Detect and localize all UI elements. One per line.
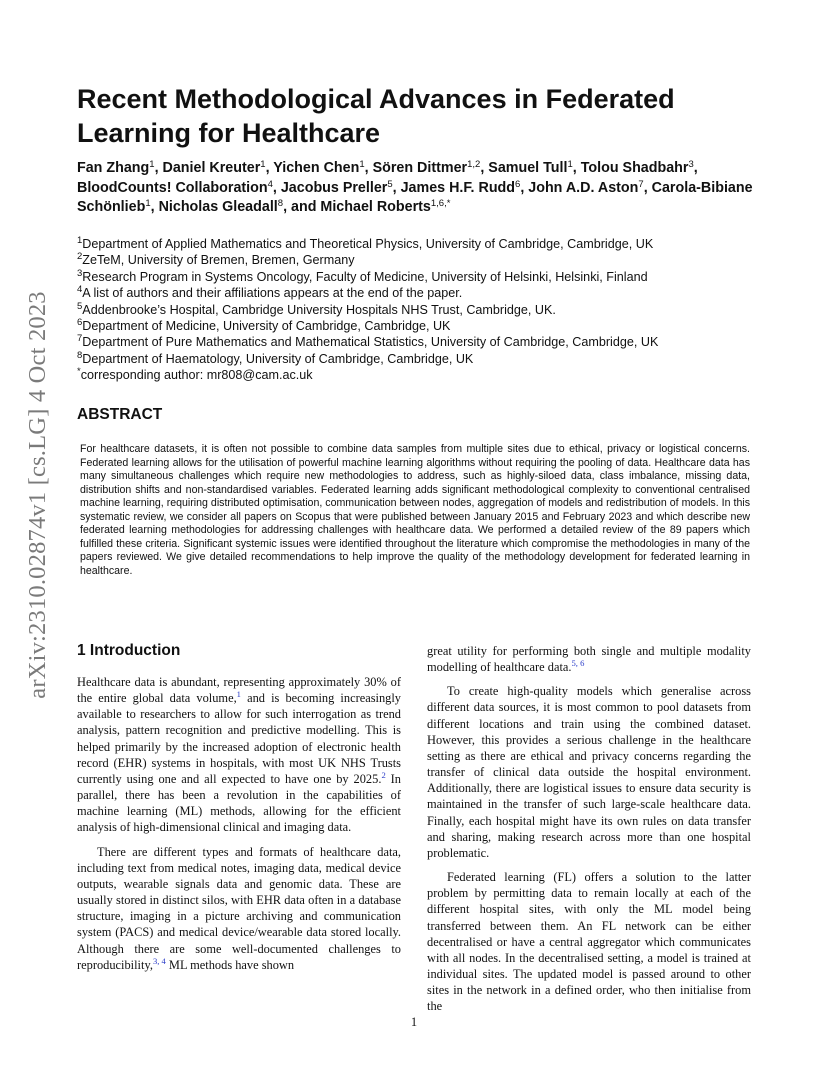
affiliation-item xyxy=(77,236,777,252)
author-name: Michael Roberts xyxy=(320,199,431,215)
author-conjunction: and xyxy=(291,199,317,215)
author-affiliation-marker: 8 xyxy=(277,198,284,209)
affiliation-item xyxy=(77,285,777,301)
author-name: BloodCounts! Collaboration xyxy=(77,179,268,196)
author-name: Tolou Shadbahr xyxy=(580,160,689,176)
affiliation-text: A list of authors and their affiliations appears at the end of the paper. xyxy=(82,286,463,301)
paragraph-text: and is becoming increasingly available to researchers to allow for such interrogation as trend analysis, pattern recognition and predictive modelling. This is helped primarily by the increased adoption of electronic health record (EHR) systems in hospitals, with most UK NHS Trusts currently using one and all expected to have one by 2025. xyxy=(77,691,401,786)
author-affiliation-marker: 1 xyxy=(145,198,151,209)
author-name: Sören Dittmer xyxy=(372,160,468,176)
affiliation-marker: 8 xyxy=(77,349,83,361)
affiliation-marker: 2 xyxy=(77,251,83,263)
author-name: Daniel Kreuter xyxy=(162,160,261,176)
body-paragraph xyxy=(427,643,751,675)
author-name: Yichen Chen xyxy=(273,160,360,176)
affiliation-marker: 4 xyxy=(77,284,83,296)
body-column-right xyxy=(427,643,751,1014)
affiliation-item xyxy=(77,367,777,383)
author-name: Carola-Bibiane Schönlieb xyxy=(77,179,753,215)
author-affiliation-marker: 1 xyxy=(567,159,573,170)
paragraph-text: ML methods have shown xyxy=(165,957,295,972)
affiliation-marker: * xyxy=(77,366,81,378)
affiliation-item xyxy=(77,252,777,268)
body-paragraph xyxy=(427,869,751,1014)
abstract-heading: ABSTRACT xyxy=(77,406,163,423)
affiliation-item xyxy=(77,334,777,350)
author-affiliation-marker: 1,6,* xyxy=(430,198,451,209)
paragraph-text: In parallel, there has been a revolution in the capabilities of machine learning (ML) methods, allowing for the efficient analysis of high-dimensional clinical and imaging data. xyxy=(77,771,402,835)
paragraph-text: Healthcare data is abundant, representing approximately 30% of the entire global data volume, xyxy=(77,675,401,706)
body-paragraph xyxy=(427,683,751,861)
arxiv-side-stamp xyxy=(18,291,58,699)
affiliation-item xyxy=(77,351,777,367)
affiliation-marker: 3 xyxy=(77,267,83,279)
author-name: Jacobus Preller xyxy=(280,179,388,196)
author-affiliation-marker: 1,2 xyxy=(467,159,481,170)
author-affiliation-marker: 1 xyxy=(149,159,155,170)
affiliation-marker: 6 xyxy=(77,317,83,329)
page-number: 1 xyxy=(410,1015,418,1029)
author-affiliation-marker: 3 xyxy=(688,159,694,170)
affiliation-text: ZeTeM, University of Bremen, Bremen, Germany xyxy=(82,253,355,268)
body-paragraph xyxy=(77,674,401,836)
paper-title: Recent Methodological Advances in Federated Learning for Healthcare xyxy=(77,84,675,148)
affiliation-text: Department of Haematology, University of Cambridge, Cambridge, UK xyxy=(82,351,474,366)
arxiv-identifier: arXiv:2310.02874v1 [cs.LG] 4 Oct 2023 xyxy=(24,291,51,699)
affiliation-text: Department of Medicine, University of Cambridge, Cambridge, UK xyxy=(82,319,451,334)
author-list: Fan Zhang$^1$, Daniel Kreuter$^1$, Yichen Chen$^1$, Sören Dittmer$^{1,2}$, Samuel Tull$^1$, Tolou Shadbahr$^3$, BloodCounts! Collaboration$^4$, Jacobus Preller$^5$, James H.F. Rudd$^6$, John A.D. Aston$^7$, Carola-Bibiane Schönlieb$^1$, Nicholas Gleadall$^8$, and Michael Roberts$^{1,6,*}$ xyxy=(77,159,753,215)
author-affiliation-marker: 5 xyxy=(387,178,393,190)
author-affiliation-marker: 1 xyxy=(359,159,365,170)
author-affiliation-marker: 1 xyxy=(260,159,266,170)
affiliation-marker: 5 xyxy=(77,300,83,312)
affiliation-text: Department of Pure Mathematics and Mathematical Statistics, University of Cambridge, Cambridge, UK xyxy=(82,335,659,350)
affiliation-marker: 1 xyxy=(77,235,83,246)
author-name: John A.D. Aston xyxy=(528,179,639,196)
affiliation-text: Department of Applied Mathematics and Theoretical Physics, University of Cambridge, Cambridge, UK xyxy=(82,237,654,251)
body-column-left xyxy=(77,674,401,973)
paragraph-text: To create high-quality models which generalise across different data sources, it is most common to pool datasets from different locations and train using the combined dataset. However, this provides a serious challenge in the healthcare setting as there are ethical and privacy concerns regarding the transfer of clinical data outside the hospital environment. Additionally, there are logistical issues to ensure data security is maintained in the transfer of such large-scale healthcare data. Finally, each hospital might have its own rules on data transfer and sharing, making research across more than one hospital problematic. xyxy=(427,684,751,860)
abstract-text: For healthcare datasets, it is often not possible to combine data samples from multiple sites due to ethical, privacy or logistical concerns. Federated learning allows for the utilisation of powerful machine learning algorithms without requiring the pooling of data. Healthcare data has many simultaneous challenges which require new methodologies to address, such as highly-siloed data, class imbalance, missing data, distribution shifts and non-standardised variables. Federated learning adds significant methodological complexity to conventional centralised machine learning, requiring distributed optimisation, communication between nodes, aggregation of models and redistribution of models. In this systematic review, we consider all papers on Scopus that were published between January 2015 and February 2023 and which describe new federated learning methodologies for addressing challenges with healthcare data. We performed a detailed review of the 89 papers which fulfilled these criteria. Significant systemic issues were identified throughout the literature which compromise the methodologies in many of the papers reviewed. We give detailed recommendations to help improve the quality of the methodology development for federated learning in healthcare. xyxy=(80,443,750,577)
citation-link[interactable]: 5, 6 xyxy=(571,658,585,669)
author-affiliation-marker: 4 xyxy=(267,178,273,190)
citation-link[interactable]: 3, 4 xyxy=(152,955,166,966)
affiliation-text: Addenbrooke’s Hospital, Cambridge University Hospitals NHS Trust, Cambridge, UK. xyxy=(82,302,556,317)
author-affiliation-marker: 7 xyxy=(638,178,644,190)
affiliation-item xyxy=(77,318,777,334)
affiliation-list xyxy=(77,236,777,384)
affiliation-marker: 7 xyxy=(77,333,83,345)
affiliation-text: Research Program in Systems Oncology, Faculty of Medicine, University of Helsinki, Helsinki, Finland xyxy=(82,269,648,284)
affiliation-item xyxy=(77,269,777,285)
author-affiliation-marker: 6 xyxy=(515,178,521,190)
author-name: Nicholas Gleadall xyxy=(158,199,278,215)
paragraph-text: Federated learning (FL) offers a solution to the latter problem by permitting data to remain locally at each of the different hospital sites, with only the ML model being transferred between them. An FL network can be either decentralised or have a central aggregator which communicates with all nodes. In the decentralised setting, a model is trained at individual sites. The updated model is passed around to other sites in the network in a defined order, who then initialise from the xyxy=(427,870,751,1014)
author-name: Samuel Tull xyxy=(488,160,568,176)
paragraph-text: There are different types and formats of healthcare data, including text from medical notes, imaging data, medical device outputs, wearable signals data and genomic data. These are usually stored in distinct silos, with EHR data often in a database structure, imaging in a picture archiving and communication system (PACS) and medical device/wearable data stored locally. Although there are some well-documented challenges to reproducibility, xyxy=(77,844,401,972)
affiliation-text: corresponding author: mr808@cam.ac.uk xyxy=(80,368,313,383)
author-name: Fan Zhang xyxy=(77,160,150,176)
section-heading-introduction: 1 Introduction xyxy=(77,642,181,659)
paragraph-text: great utility for performing both single and multiple modality modelling of healthcare data. xyxy=(427,644,751,675)
author-name: James H.F. Rudd xyxy=(400,179,516,196)
citation-link[interactable]: 2 xyxy=(381,769,386,780)
affiliation-item xyxy=(77,302,777,318)
citation-link[interactable]: 1 xyxy=(236,689,241,700)
body-paragraph xyxy=(77,844,401,973)
